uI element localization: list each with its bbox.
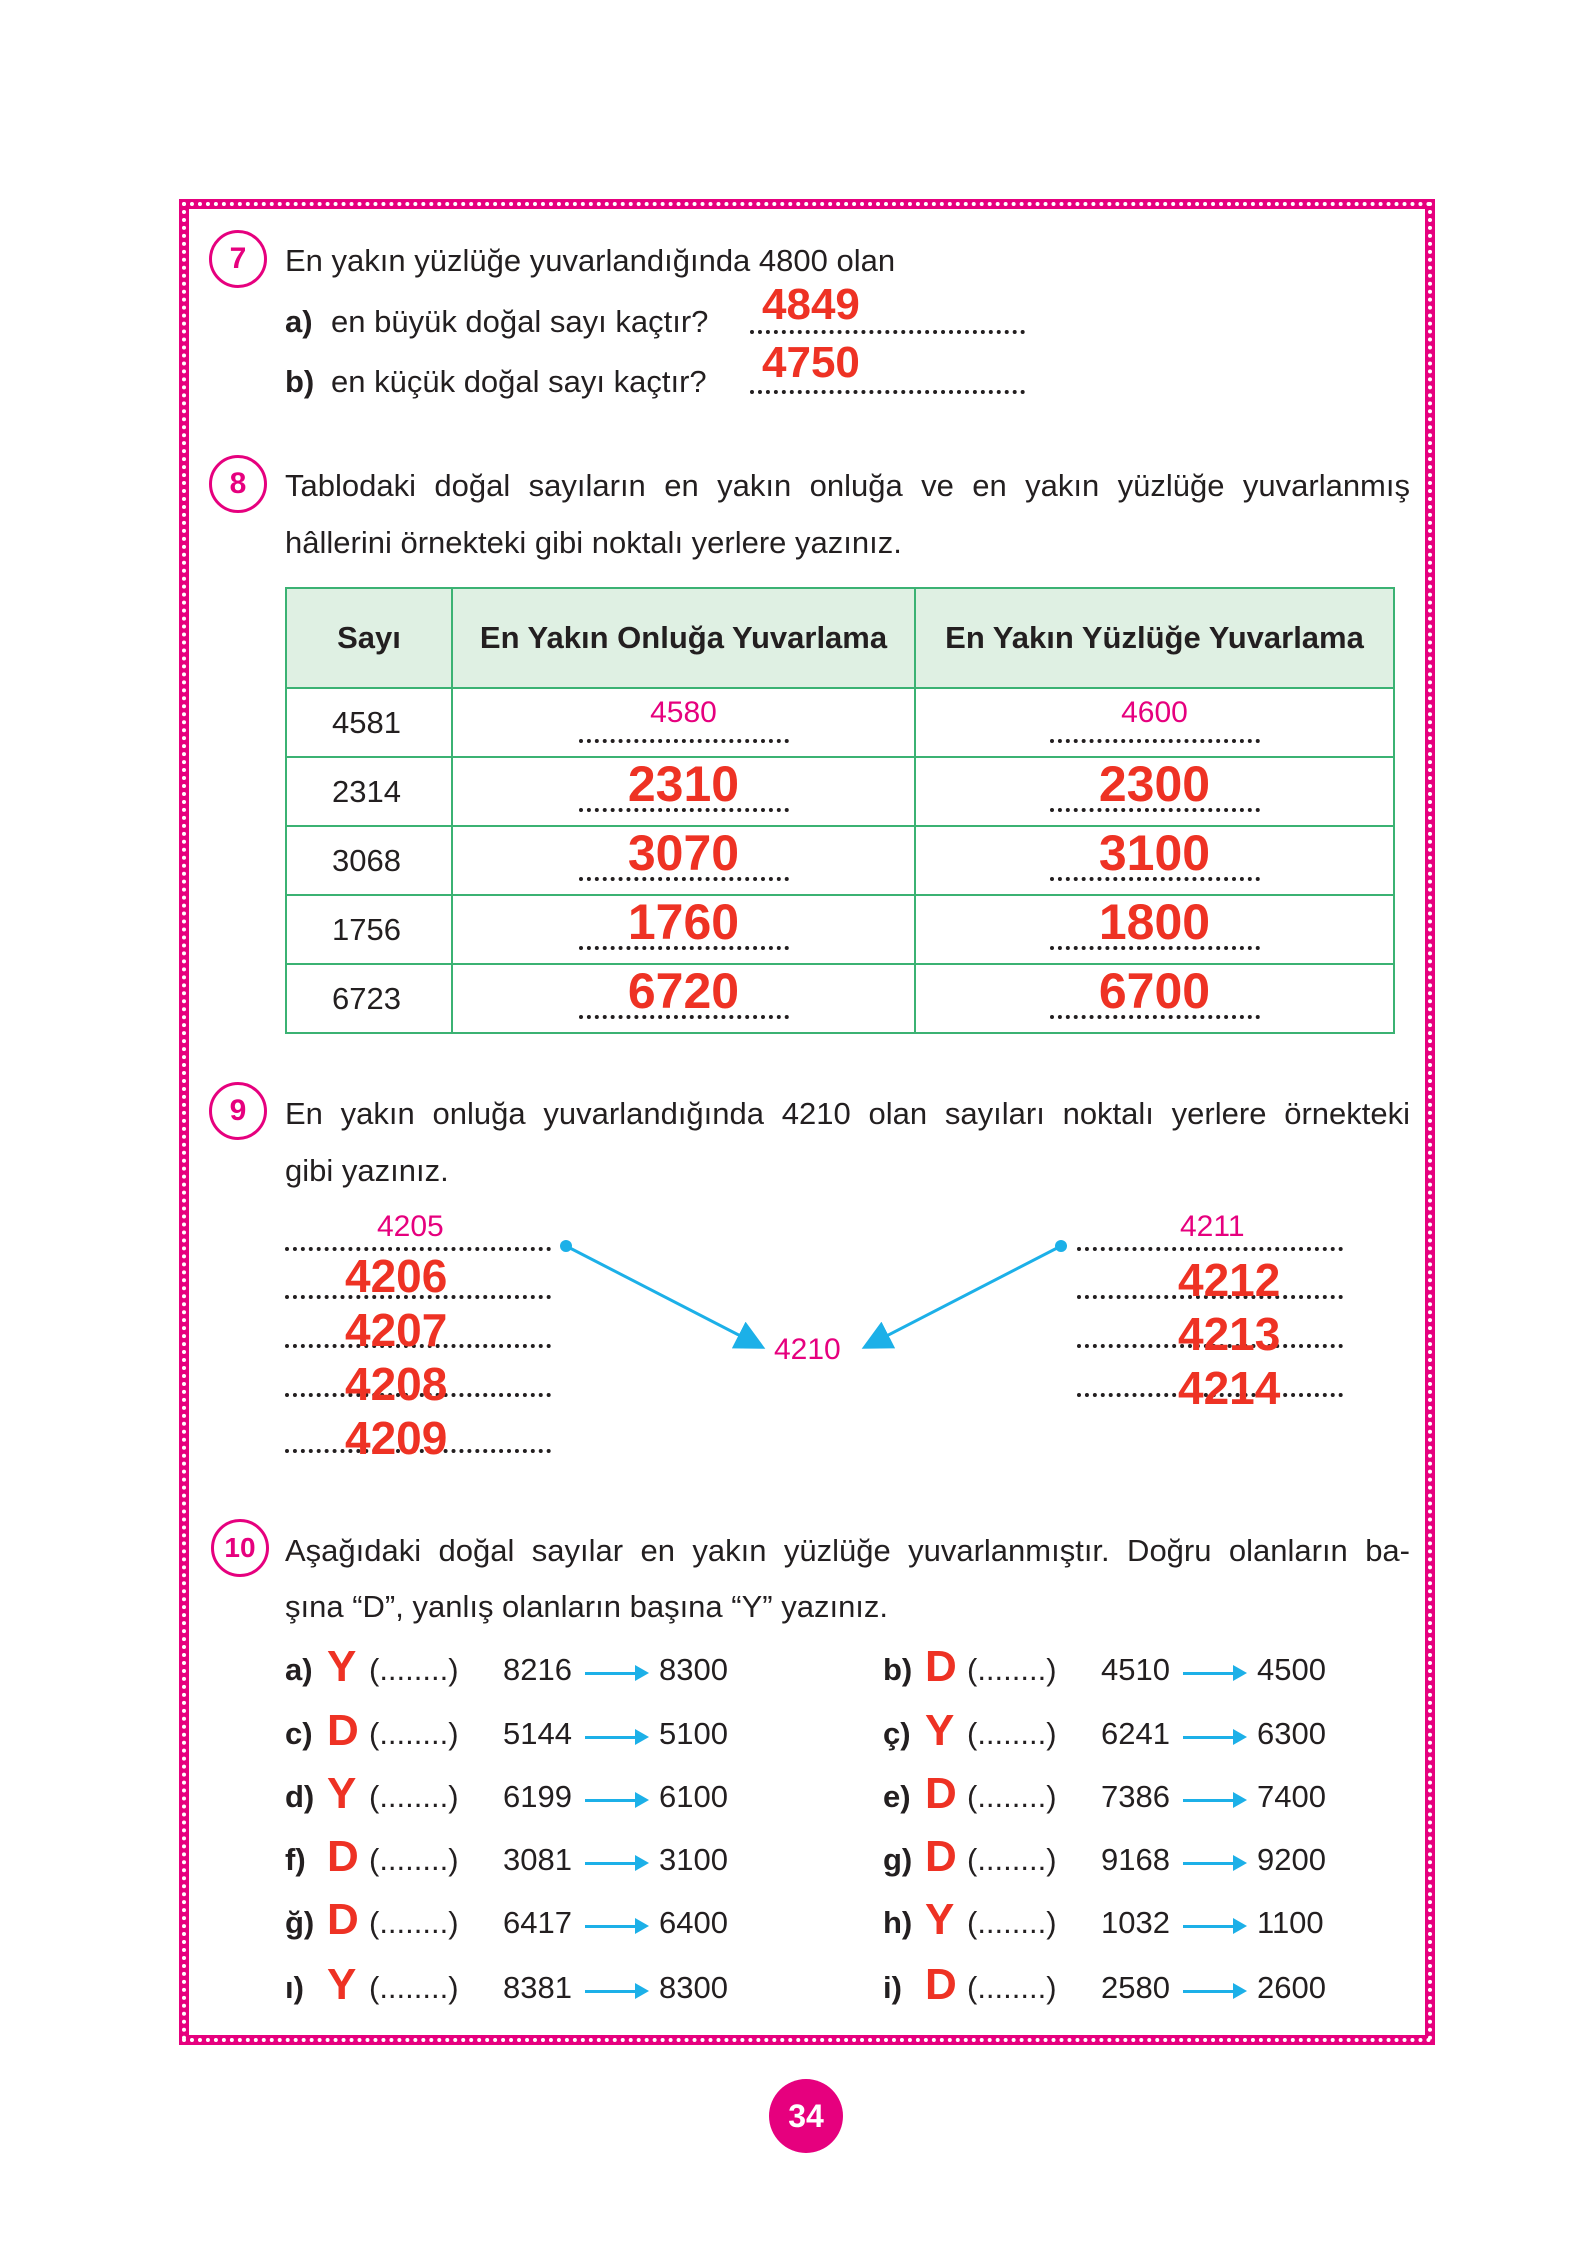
answer-mark: Y (327, 1960, 357, 2009)
original-number: 9168 (1101, 1842, 1170, 1877)
header-hundreds: En Yakın Yüzlüğe Yuvarlama (915, 588, 1394, 688)
left-example: 4205 (377, 1210, 444, 1243)
answer-mark: D (327, 1895, 359, 1944)
answer-mark: Y (327, 1769, 357, 1818)
item-label: c) (285, 1716, 313, 1751)
answer-mark: Y (925, 1706, 955, 1755)
question-10-number: 10 (211, 1519, 269, 1577)
right-example: 4211 (1180, 1210, 1245, 1243)
right-arrow (867, 1246, 1061, 1346)
arrow-icon (1183, 1925, 1243, 1928)
answer-hundreds: 3100 (1098, 825, 1211, 881)
answer-mark: D (925, 1832, 957, 1881)
item-label: b) (883, 1652, 913, 1687)
original-number: 3081 (503, 1842, 572, 1877)
question-10-prompt-line2: şına “D”, yanlış olanların başına “Y” yazınız. (285, 1589, 889, 1624)
arrow-icon (585, 1736, 645, 1739)
rounded-number: 6400 (659, 1905, 728, 1940)
item-label: ı) (285, 1970, 304, 2005)
arrow-icon (585, 1862, 645, 1865)
question-8-number: 8 (209, 455, 267, 513)
question-9-prompt-line2: gibi yazınız. (285, 1153, 449, 1188)
answer-blank: (........) (967, 1652, 1057, 1687)
answer-blank: (........) (967, 1970, 1057, 2005)
rounded-number: 4500 (1257, 1652, 1326, 1687)
right-answer: 4213 (1178, 1308, 1281, 1360)
item-label: a) (285, 1652, 313, 1687)
item-label: g) (883, 1842, 913, 1877)
answer-blank: (........) (967, 1842, 1057, 1877)
original-number: 8216 (503, 1652, 572, 1687)
right-answer: 4214 (1178, 1362, 1281, 1414)
item-label: i) (883, 1970, 902, 2005)
answer-mark: Y (925, 1895, 955, 1944)
header-tens: En Yakın Onluğa Yuvarlama (452, 588, 915, 688)
answer-blank: (........) (967, 1779, 1057, 1814)
rounded-number: 6100 (659, 1779, 728, 1814)
arrow-icon (585, 1799, 645, 1802)
answer-hundreds: 2300 (1098, 756, 1211, 812)
answer-blank: (........) (369, 1905, 459, 1940)
question-9-number: 9 (209, 1082, 267, 1140)
q7-b-answer: 4750 (762, 338, 860, 387)
rounded-number: 3100 (659, 1842, 728, 1877)
question-8-prompt-line2: hâllerini örnekteki gibi noktalı yerlere yazınız. (285, 525, 902, 560)
answer-mark: D (925, 1960, 957, 2009)
example-hundreds: 4600 (1121, 696, 1188, 729)
answer-mark: D (327, 1706, 359, 1755)
rounded-number: 8300 (659, 1652, 728, 1687)
original-number: 6199 (503, 1779, 572, 1814)
original-number: 4510 (1101, 1652, 1170, 1687)
arrow-icon (1183, 1990, 1243, 1993)
answer-mark: Y (327, 1642, 357, 1691)
item-label: e) (883, 1779, 911, 1814)
arrow-icon (1183, 1736, 1243, 1739)
cell-number: 3068 (286, 826, 452, 895)
answer-blank: (........) (967, 1716, 1057, 1751)
center-value: 4210 (774, 1333, 841, 1366)
q7-a-label: a) (285, 304, 313, 339)
question-9-prompt-line1: En yakın onluğa yuvarlandığında 4210 olan sayıları noktalı yerlere örnekteki (285, 1096, 1410, 1131)
original-number: 7386 (1101, 1779, 1170, 1814)
answer-hundreds: 1800 (1098, 894, 1211, 950)
original-number: 2580 (1101, 1970, 1170, 2005)
rounded-number: 6300 (1257, 1716, 1326, 1751)
q7-b-text: en küçük doğal sayı kaçtır? (331, 364, 707, 399)
arrow-icon (585, 1925, 645, 1928)
right-answer: 4212 (1178, 1254, 1281, 1306)
answer-hundreds: 6700 (1098, 963, 1211, 1019)
item-label: f) (285, 1842, 306, 1877)
left-arrow (566, 1246, 760, 1346)
question-10-prompt-line1: Aşağıdaki doğal sayılar en yakın yüzlüğe yuvarlanmıştır. Doğru olanların ba- (285, 1533, 1410, 1568)
answer-blank: (........) (967, 1905, 1057, 1940)
answer-tens: 3070 (627, 825, 740, 881)
answer-mark: D (925, 1769, 957, 1818)
right-blank (1077, 1247, 1343, 1251)
arrow-icon (1183, 1799, 1243, 1802)
left-answer: 4209 (345, 1412, 448, 1464)
answer-mark: D (327, 1832, 359, 1881)
original-number: 5144 (503, 1716, 572, 1751)
left-answer: 4208 (345, 1358, 448, 1410)
item-label: ğ) (285, 1905, 315, 1940)
question-7-number: 7 (209, 230, 267, 288)
cell-number: 2314 (286, 757, 452, 826)
page-number: 34 (769, 2079, 843, 2153)
answer-blank: (........) (369, 1779, 459, 1814)
cell-number: 6723 (286, 964, 452, 1033)
rounded-number: 9200 (1257, 1842, 1326, 1877)
question-7-prompt: En yakın yüzlüğe yuvarlandığında 4800 olan (285, 243, 896, 278)
rounded-number: 8300 (659, 1970, 728, 2005)
answer-blank: (........) (369, 1842, 459, 1877)
answer-tens: 6720 (627, 963, 740, 1019)
original-number: 6241 (1101, 1716, 1170, 1751)
answer-tens: 1760 (627, 894, 740, 950)
answer-blank: (........) (369, 1970, 459, 2005)
answer-blank: (........) (369, 1652, 459, 1687)
left-answer: 4207 (345, 1304, 448, 1356)
rounded-number: 7400 (1257, 1779, 1326, 1814)
cell-number: 4581 (286, 688, 452, 757)
arrow-icon (1183, 1672, 1243, 1675)
header-number: Sayı (286, 588, 452, 688)
rounded-number: 1100 (1257, 1905, 1324, 1940)
example-tens: 4580 (650, 696, 717, 729)
rounded-number: 5100 (659, 1716, 728, 1751)
q7-a-answer: 4849 (762, 280, 860, 329)
original-number: 1032 (1101, 1905, 1170, 1940)
left-answer: 4206 (345, 1250, 448, 1302)
q7-b-label: b) (285, 364, 315, 399)
item-label: ç) (883, 1716, 911, 1751)
answer-tens: 2310 (627, 756, 740, 812)
original-number: 8381 (503, 1970, 572, 2005)
original-number: 6417 (503, 1905, 572, 1940)
q7-a-text: en büyük doğal sayı kaçtır? (331, 304, 709, 339)
answer-mark: D (925, 1642, 957, 1691)
arrow-icon (1183, 1862, 1243, 1865)
rounded-number: 2600 (1257, 1970, 1326, 2005)
answer-blank: (........) (369, 1716, 459, 1751)
arrow-icon (585, 1990, 645, 1993)
cell-number: 1756 (286, 895, 452, 964)
arrow-icon (585, 1672, 645, 1675)
question-8-prompt-line1: Tablodaki doğal sayıların en yakın onluğa ve en yakın yüzlüğe yuvarlanmış (285, 468, 1410, 503)
item-label: d) (285, 1779, 315, 1814)
item-label: h) (883, 1905, 913, 1940)
